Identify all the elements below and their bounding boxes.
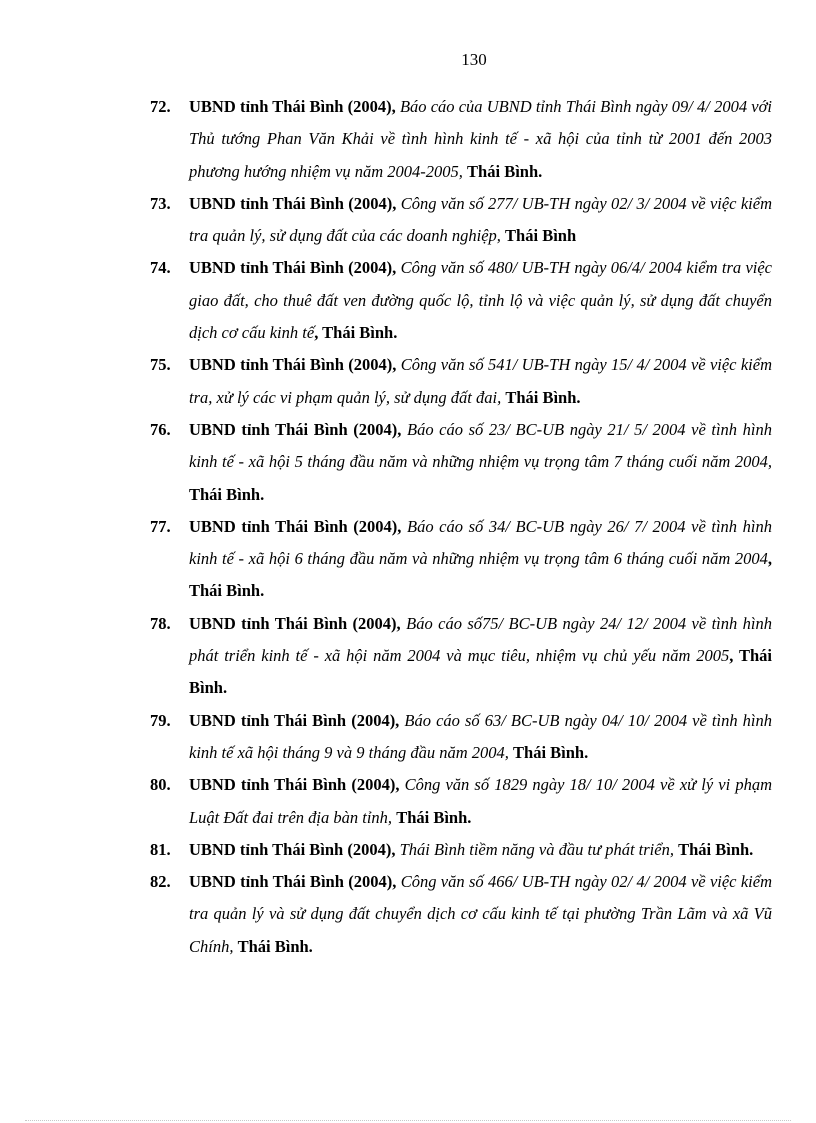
reference-title: Công văn số 466/ UB-TH ngày 02/ 4/ 2004 về việc kiểm tra quản lý và sử dụng đất chuyển dịch cơ cấu kinh tế tại phường Trần Lãm và xã Vũ Chính, bbox=[189, 872, 773, 956]
reference-item bbox=[150, 834, 772, 866]
reference-item bbox=[150, 188, 772, 253]
reference-place: Thái Bình. bbox=[678, 839, 754, 859]
reference-place: Thái Bình bbox=[505, 226, 577, 246]
reference-place: Thái Bình. bbox=[396, 807, 472, 827]
reference-title: Báo cáo số 23/ BC-UB ngày 21/ 5/ 2004 về tình hình kinh tế - xã hội 5 tháng đầu năm và những nhiệm vụ trọng tâm 7 tháng cuối năm 2004, bbox=[189, 419, 772, 472]
reference-title: Công văn số 541/ UB-TH ngày 15/ 4/ 2004 về việc kiểm tra, xử lý các vi phạm quản lý, sử dụng đất đai, bbox=[189, 355, 773, 407]
reference-author: UBND tỉnh Thái Bình (2004), bbox=[189, 355, 397, 375]
reference-number: 76. bbox=[150, 419, 171, 439]
reference-item bbox=[150, 414, 772, 511]
reference-number: 78. bbox=[150, 613, 171, 633]
reference-number: 77. bbox=[150, 516, 171, 536]
reference-title: Công văn số 1829 ngày 18/ 10/ 2004 về xử lý vi phạm Luật Đất đai trên địa bàn tỉnh, bbox=[189, 775, 772, 827]
reference-title: Báo cáo số 63/ BC-UB ngày 04/ 10/ 2004 về tình hình kinh tế xã hội tháng 9 và 9 tháng đầu năm 2004, bbox=[189, 710, 772, 762]
reference-place: , Thái Bình. bbox=[189, 549, 772, 601]
reference-title: Báo cáo số 34/ BC-UB ngày 26/ 7/ 2004 về tình hình kinh tế - xã hội 6 tháng đầu năm và những nhiệm vụ trọng tâm 6 tháng cuối năm 2004 bbox=[189, 516, 772, 569]
reference-item bbox=[150, 511, 772, 608]
reference-number: 79. bbox=[150, 710, 171, 730]
reference-item bbox=[150, 705, 772, 770]
reference-author: UBND tỉnh Thái Bình (2004), bbox=[189, 710, 400, 730]
reference-item bbox=[150, 349, 772, 414]
reference-author: UBND tỉnh Thái Bình (2004), bbox=[189, 775, 400, 795]
page-bottom-divider bbox=[25, 1120, 791, 1121]
reference-author: UBND tỉnh Thái Bình (2004), bbox=[189, 839, 396, 859]
reference-item bbox=[150, 866, 772, 963]
reference-place: Thái Bình. bbox=[505, 387, 581, 407]
reference-place: , Thái Bình. bbox=[314, 323, 398, 343]
reference-author: UBND tỉnh Thái Bình (2004), bbox=[189, 613, 401, 633]
reference-author: UBND tỉnh Thái Bình (2004), bbox=[189, 258, 397, 278]
reference-place: Thái Bình. bbox=[513, 742, 589, 762]
reference-place: Thái Bình. bbox=[467, 161, 543, 181]
reference-title: Công văn số 480/ UB-TH ngày 06/4/ 2004 kiểm tra việc giao đất, cho thuê đất ven đường quốc lộ, tỉnh lộ và việc quản lý, sử dụng đất chuyển dịch cơ cấu kinh tế bbox=[189, 258, 772, 343]
reference-title: Báo cáo của UBND tỉnh Thái Bình ngày 09/ 4/ 2004 với Thủ tướng Phan Văn Khải về tình hình kinh tế - xã hội của tỉnh từ 2001 đến 2003 phương hướng nhiệm vụ năm 2004-2005, bbox=[189, 97, 772, 181]
reference-number: 73. bbox=[150, 193, 171, 213]
reference-item bbox=[150, 608, 772, 705]
reference-number: 81. bbox=[150, 839, 171, 859]
reference-author: UBND tỉnh Thái Bình (2004), bbox=[189, 97, 396, 116]
reference-list bbox=[150, 91, 772, 963]
reference-item bbox=[150, 91, 772, 188]
reference-title: Thái Bình tiềm năng và đầu tư phát triển, bbox=[399, 839, 674, 859]
reference-item bbox=[150, 769, 772, 834]
reference-author: UBND tỉnh Thái Bình (2004), bbox=[189, 193, 397, 213]
reference-author: UBND tỉnh Thái Bình (2004), bbox=[189, 419, 402, 439]
reference-author: UBND tỉnh Thái Bình (2004), bbox=[189, 516, 402, 536]
reference-author: UBND tỉnh Thái Bình (2004), bbox=[189, 872, 397, 892]
reference-place: Thái Bình. bbox=[189, 484, 265, 504]
reference-title: Báo cáo số75/ BC-UB ngày 24/ 12/ 2004 về tình hình phát triển kinh tế - xã hội năm 2004 và mục tiêu, nhiệm vụ chủ yếu năm 2005 bbox=[189, 613, 773, 666]
reference-number: 74. bbox=[150, 258, 171, 278]
reference-place: Thái Bình. bbox=[237, 936, 313, 956]
reference-title: Công văn số 277/ UB-TH ngày 02/ 3/ 2004 về việc kiểm tra quản lý, sử dụng đất của các doanh nghiệp, bbox=[189, 193, 773, 246]
reference-number: 75. bbox=[150, 355, 171, 375]
reference-item bbox=[150, 252, 772, 349]
reference-number: 80. bbox=[150, 775, 171, 795]
reference-number: 82. bbox=[150, 872, 171, 892]
reference-place: , Thái Bình. bbox=[189, 646, 773, 698]
reference-number: 72. bbox=[150, 97, 171, 116]
page-number: 130 bbox=[461, 50, 487, 69]
